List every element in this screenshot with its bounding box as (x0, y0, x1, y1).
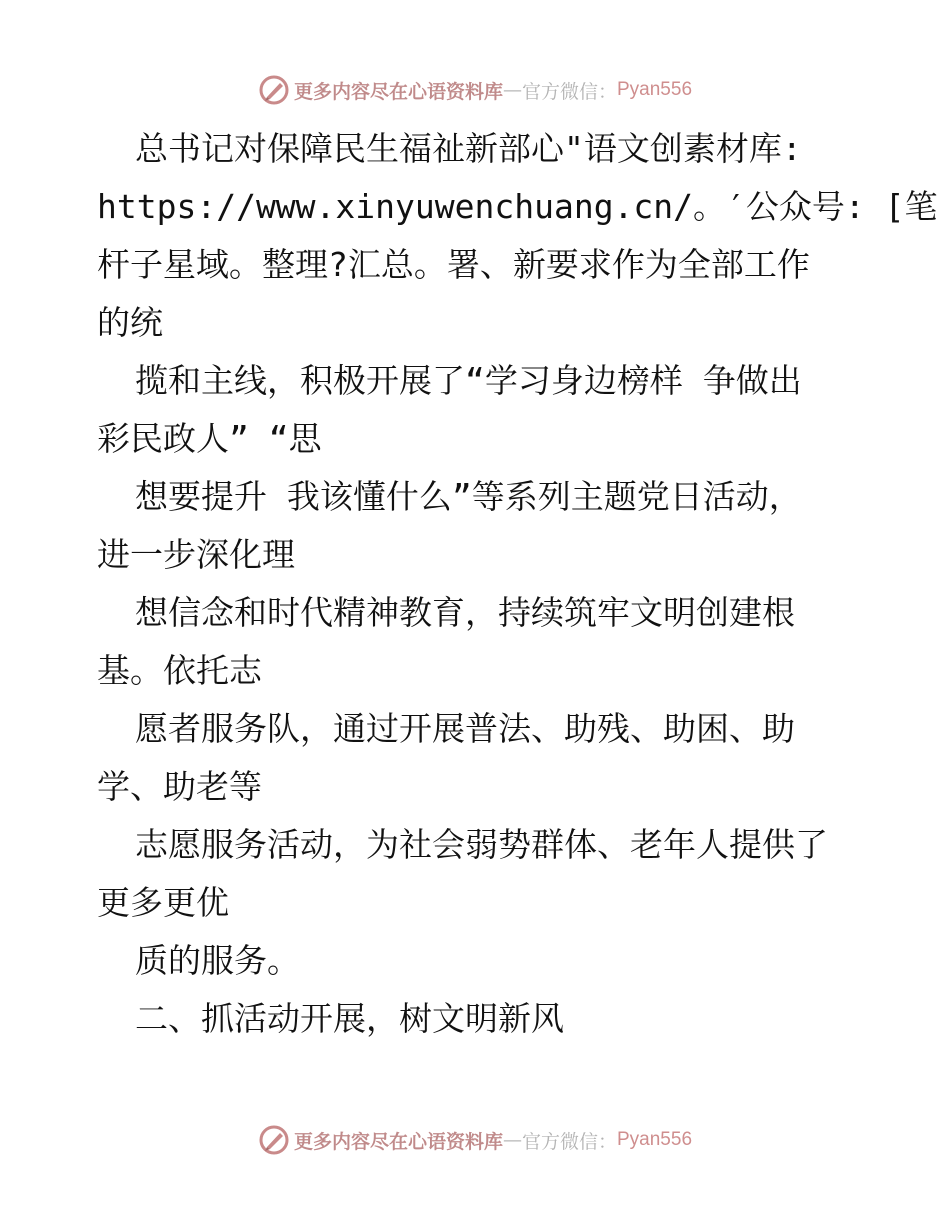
section-heading: 二、抓活动开展，树文明新风 (135, 999, 564, 1038)
body-line: 质的服务。 (135, 941, 300, 980)
header-banner (0, 70, 950, 110)
body-line: 想信念和时代精神教育，持续筑牢文明创建根 (135, 593, 795, 632)
body-line: 进一步深化理 (97, 535, 295, 574)
footer-site-text: 更多内容尽在心语资料库 (293, 1130, 503, 1153)
pen-logo-icon (258, 74, 290, 106)
body-line: 愿者服务队，通过开展普法、助残、助困、助 (135, 709, 795, 748)
document-body (97, 120, 938, 1048)
body-line: 总书记对保障民生福祉新部心"语文创素材库: (135, 129, 802, 168)
body-line: 想要提升 我该懂什么”等系列主题党日活动， (135, 477, 802, 516)
footer-wechat-id: Pyan556 (617, 1129, 693, 1150)
body-line: 杆子星域。整理?汇总。署、新要求作为全部工作 (97, 245, 810, 284)
pen-logo-icon (258, 1124, 290, 1156)
header-wechat-id: Pyan556 (617, 79, 693, 100)
body-line: 志愿服务活动，为社会弱势群体、老年人提供了 (135, 825, 828, 864)
header-wechat-label: 官方微信： (521, 80, 617, 103)
body-line: 的统 (97, 303, 163, 342)
body-line: 更多更优 (97, 883, 229, 922)
header-site-text: 更多内容尽在心语资料库 (293, 80, 503, 103)
body-line: 彩民政人” “思 (97, 419, 322, 458)
footer-wechat-label: 官方微信： (521, 1130, 617, 1153)
footer-banner (0, 1120, 950, 1160)
header-dash: — (502, 79, 522, 101)
body-line: 基。依托志 (97, 651, 262, 690)
footer-dash: — (502, 1129, 522, 1151)
body-line: https://www.xinyuwenchuang.cn/。′公众号: [笔 (97, 187, 938, 226)
body-line: 学、助老等 (97, 767, 262, 806)
body-line: 揽和主线，积极开展了“学习身边榜样 争做出 (135, 361, 802, 400)
